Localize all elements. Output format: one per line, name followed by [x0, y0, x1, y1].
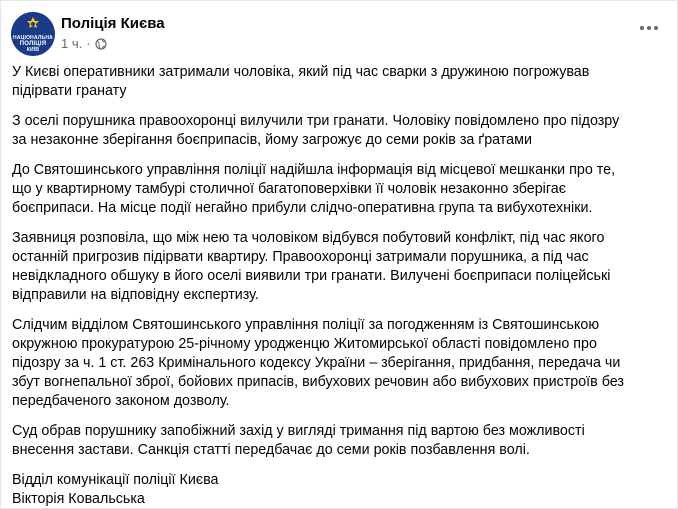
avatar-line3: КИЇВ — [26, 47, 40, 53]
post-paragraph: У Києві оперативники затримали чоловіка, який під час сварки з дружиною погрожував підірвати гранату — [12, 64, 590, 99]
avatar-line1: НАЦІОНАЛЬНА — [13, 35, 53, 41]
post-paragraph: Заявниця розповіла, що між нею та чоловіком відбувся побутовий конфлікт, під час якого останній пригрозив підірвати квартиру. Правоохоронці затримали порушника, а під час невідкладного обшуку в його оселі виявили три гранати. Вилучені боєприпаси поліцейські відправили на відповідну експертизу. — [12, 230, 611, 303]
post-paragraph: Слідчим відділом Святошинського управління поліції за погодженням із Святошинською окружною прокуратурою 25-річному уродженцю Житомирської області повідомлено про підозру за ч. 1 ст. 263 Кримінального кодексу України – зберігання, придбання, передача чи збут вогнепальної зброї, бойових припасів, вибухових речовин або вибухових пристроїв без передбаченого законом дозволу. — [12, 317, 624, 409]
post-timestamp[interactable]: 1 ч. — [61, 36, 83, 51]
post-meta — [61, 36, 107, 52]
page-name-link[interactable]: Поліція Києва — [61, 15, 165, 32]
post-paragraph: До Святошинського управління поліції надійшла інформація від місцевої мешканки про те, що у квартирному тамбурі столичної багатоповерхівки її чоловік незаконно зберігає боєприпаси. На місце події негайно прибули слідчо-оперативна група та вибухотехніки. — [12, 162, 616, 216]
meta-separator: · — [86, 36, 91, 51]
more-options-icon[interactable] — [637, 20, 661, 36]
avatar[interactable] — [11, 12, 55, 56]
post-signature: Відділ комунікації поліції Києва Вікторія Ковальська — [12, 472, 219, 507]
globe-icon[interactable] — [95, 38, 107, 50]
post-paragraph: Суд обрав порушнику запобіжний захід у вигляді тримання під вартою без можливості внесення застави. Санкція статті передбачає до семи років позбавлення волі. — [12, 423, 585, 458]
post-body — [12, 63, 664, 509]
post-paragraph: З оселі порушника правоохоронці вилучили три гранати. Чоловіку повідомлено про підозру за незаконне зберігання боєприпасів, йому загрожує до семи років за ґратами — [12, 113, 620, 148]
post-header — [11, 12, 667, 56]
avatar-line2: ПОЛІЦІЯ — [19, 41, 47, 47]
